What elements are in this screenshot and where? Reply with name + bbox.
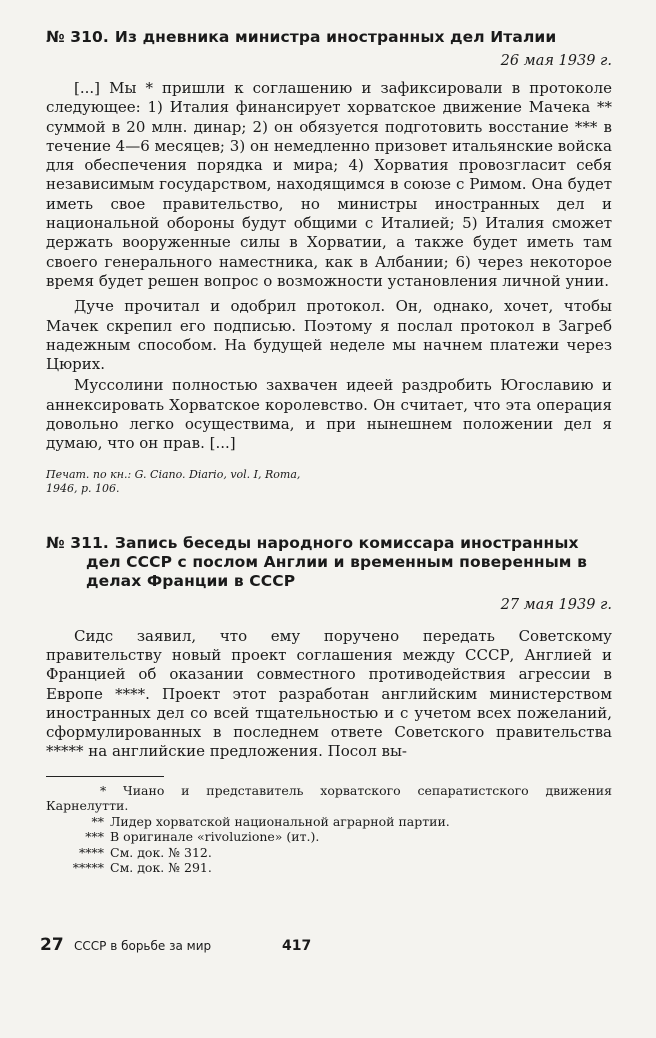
doc-310-paragraph: Муссолини полностью захвачен идеей раздробить Югославию и аннексировать Хорватское королевство. Он считает, что эта операция довольно легко осуществима, и при нынешнем положении дел я думаю, что он прав. [...]	[46, 376, 612, 453]
footnote-text: См. док. № 312.	[110, 844, 212, 860]
doc-310-paragraph: Дуче прочитал и одобрил протокол. Он, однако, хочет, чтобы Мачек скрепил его подписью. Поэтому я послал протокол в Загреб надежным способом. На будущей неделе мы начнем платежи через Цюрих.	[46, 297, 612, 374]
signature-mark: 27	[40, 935, 64, 955]
series-title: СССР в борьбе за мир	[74, 939, 212, 953]
footnote	[46, 783, 612, 814]
footnote-mark: ****	[79, 844, 104, 860]
footnote	[46, 860, 612, 876]
doc-310-heading	[46, 28, 612, 47]
footnote-mark: ***	[85, 829, 104, 845]
footnote-divider	[46, 776, 164, 777]
page-number: 417	[282, 938, 312, 954]
page	[46, 28, 612, 876]
doc-310-date: 26 мая 1939 г.	[500, 53, 612, 69]
footnote-text: В оригинале «rivoluzione» (ит.).	[110, 829, 320, 845]
doc-311-date: 27 мая 1939 г.	[500, 596, 612, 613]
footnote-text: См. док. № 291.	[110, 860, 212, 876]
footnotes	[46, 783, 612, 876]
doc-311-number: № 311.	[46, 533, 109, 552]
footnote-text: Чиано и представитель хорватского сепаратистского движения Карнелутти.	[46, 782, 612, 814]
doc-311-title: Запись беседы народного комиссара иностранных дел СССР с послом Англии и временным поверенным в делах Франции в СССР	[86, 533, 587, 590]
doc-310-paragraph: [...] Мы * пришли к соглашению и зафиксировали в протоколе следующее: 1) Италия финансирует хорватское движение Мачека ** суммой в 20 млн. динар; 2) он обязуется подготовить восстание *** в течение 4—6 месяцев; 3) он немедленно призовет итальянские войска для обеспечения порядка и мира; 4) Хорватия провозгласит себя независимым государством, находящимся в союзе с Римом. Она будет иметь свое правительство, но министры иностранных дел и национальной обороны будут общими с Италией; 5) Италия сможет держать вооруженные силы в Хорватии, а также будет иметь там своего генерального наместника, как в Албании; 6) через некоторое время будет решен вопрос о возможности установления личной унии.	[46, 79, 612, 290]
footnote-mark: **	[91, 813, 104, 829]
doc-310-source: Печат. по кн.: G. Ciano. Diario, vol. I, Roma, 1946, p. 106.	[46, 467, 301, 495]
footnote-mark: *	[100, 782, 107, 798]
doc-310-title: Из дневника министра иностранных дел Италии	[114, 28, 557, 46]
footnote-text: Лидер хорватской национальной аграрной партии.	[110, 813, 450, 829]
doc-311-heading	[46, 534, 612, 591]
footnote	[46, 829, 612, 845]
footnote-mark: *****	[72, 860, 104, 876]
footnote	[46, 814, 612, 830]
doc-310-number: № 310.	[46, 28, 109, 46]
page-footer	[40, 935, 600, 955]
doc-311-paragraph: Сидс заявил, что ему поручено передать Советскому правительству новый проект соглашения между СССР, Англией и Францией об оказании совместного противодействия агрессии в Европе ****. Проект этот разработан английским министерством иностранных дел со всей тщательностью и с учетом всех пожеланий, сформулированных в последнем ответе Советского правительства ***** на английские предложения. Посол вы-	[46, 626, 612, 761]
footnote	[46, 845, 612, 861]
